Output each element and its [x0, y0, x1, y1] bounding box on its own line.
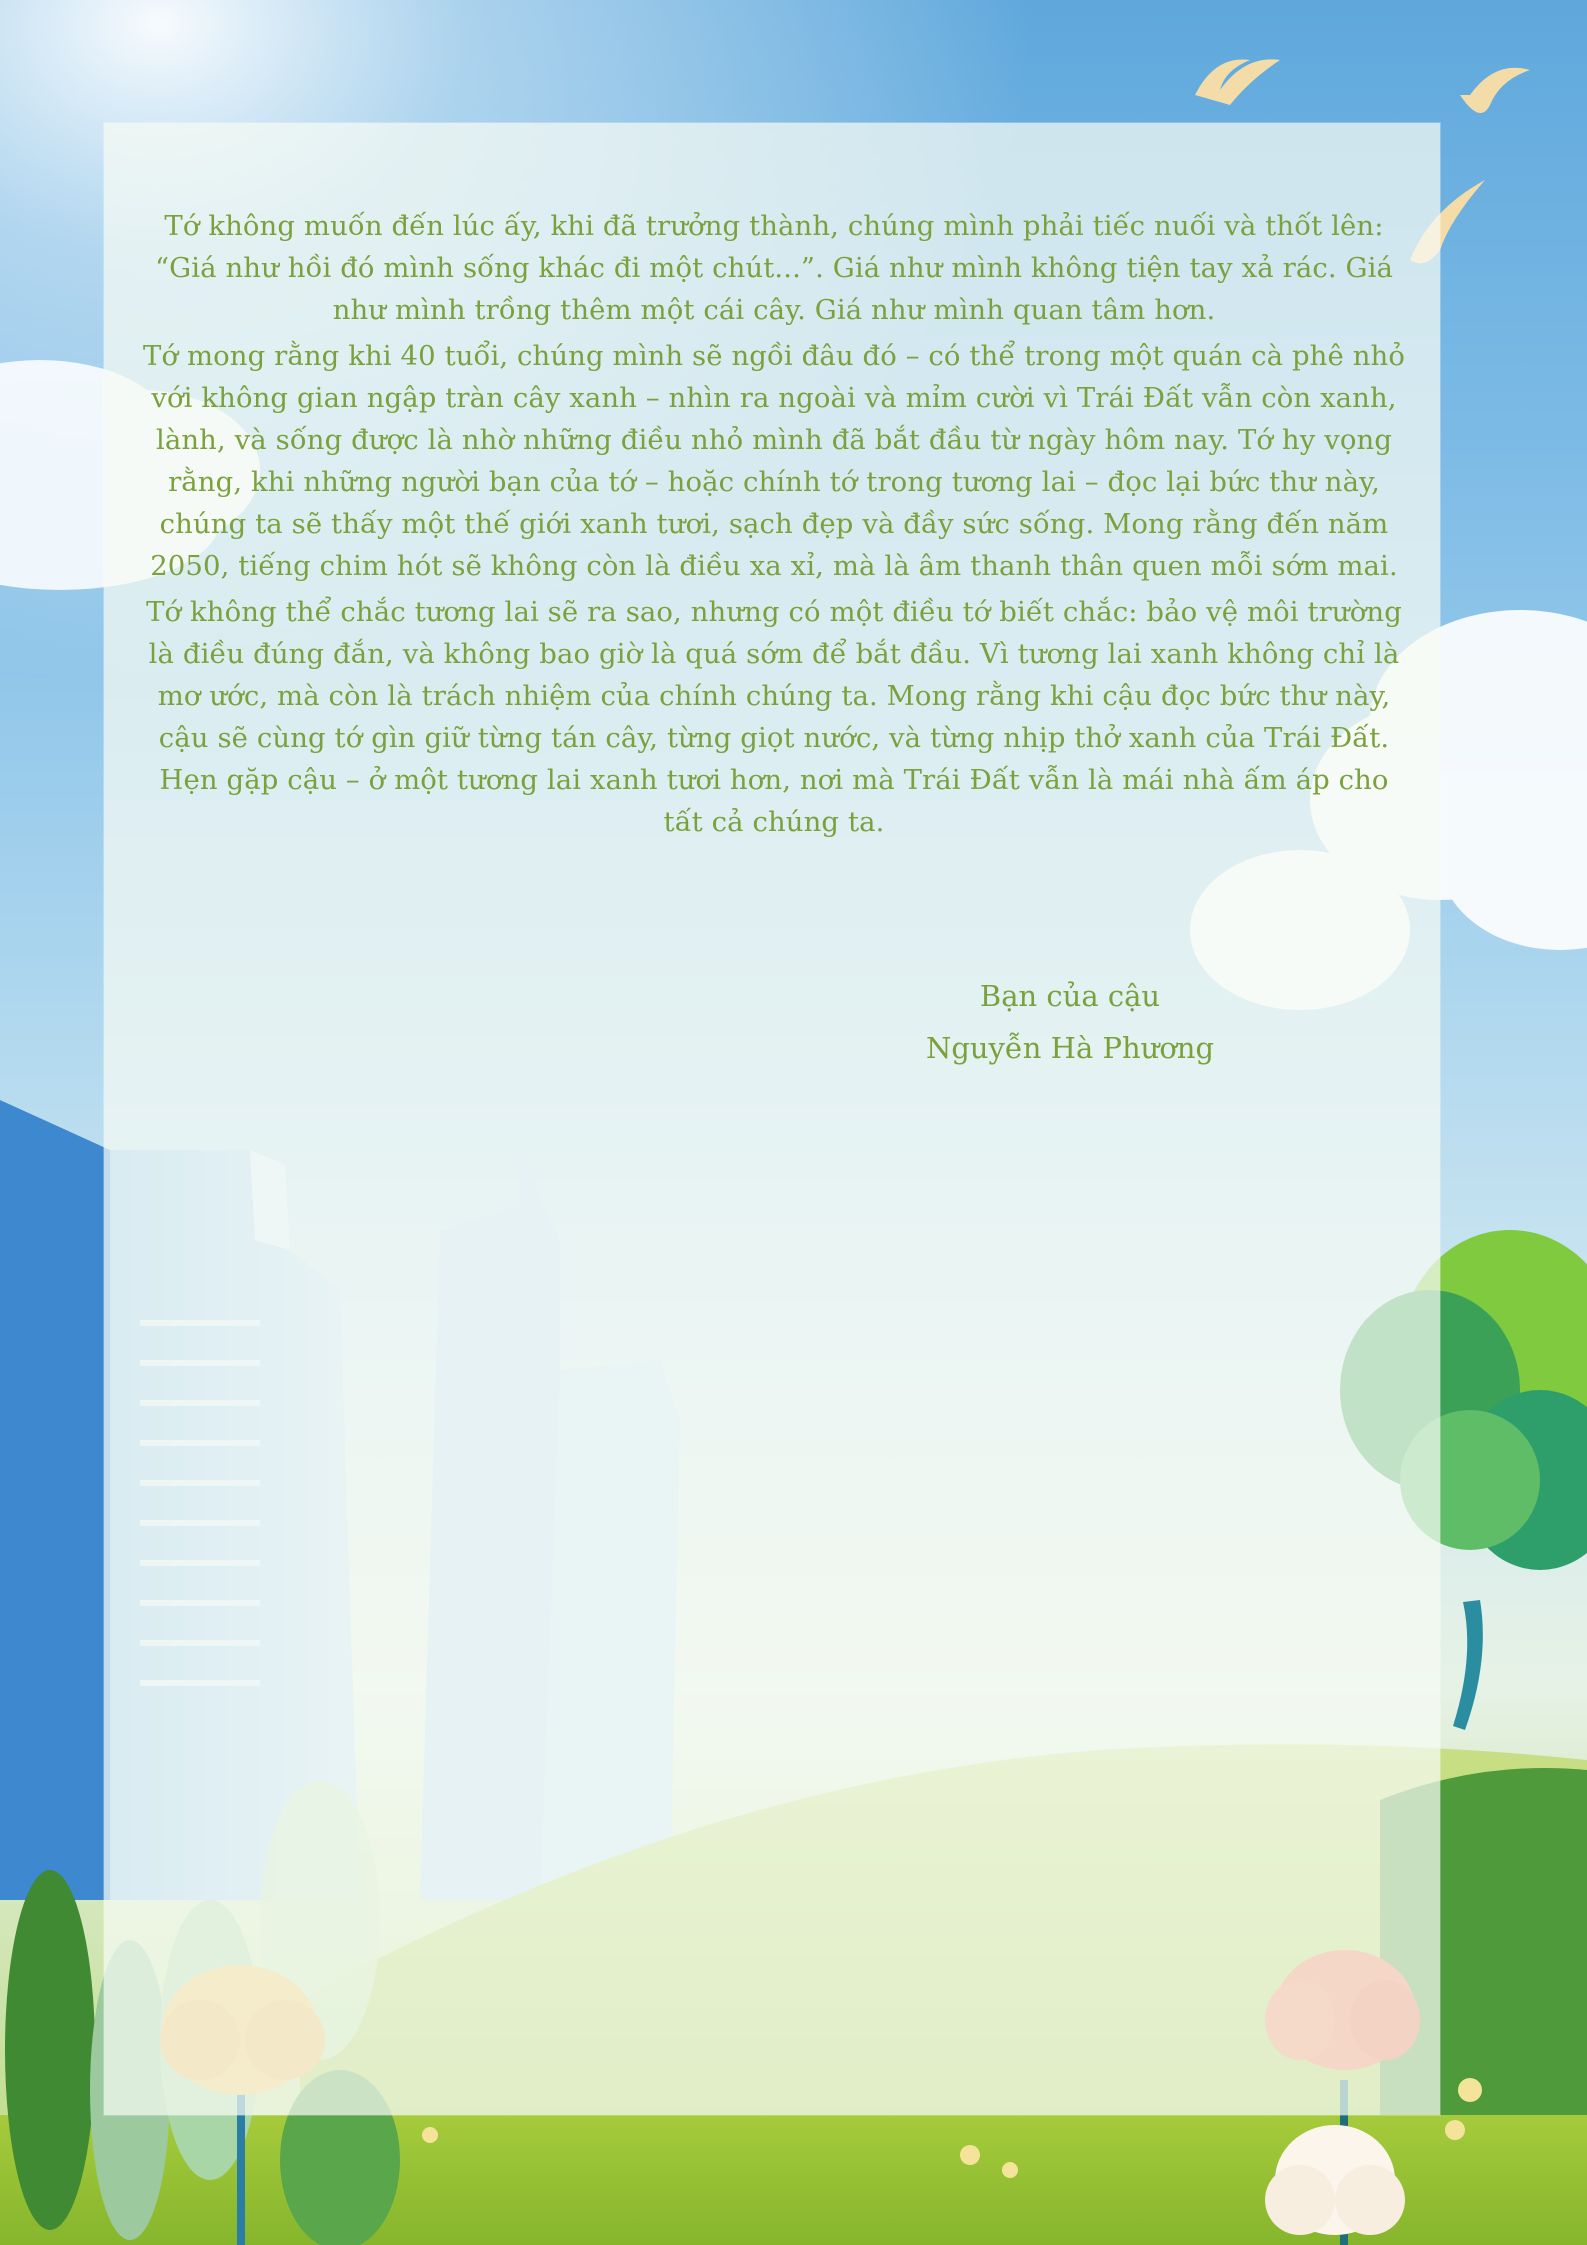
signature-block	[870, 970, 1270, 1074]
signature-name: Nguyễn Hà Phương	[925, 1031, 1215, 1065]
letter-paragraph-3: Tớ không thể chắc tương lai sẽ ra sao, nhưng có một điều tớ biết chắc: bảo vệ môi trường là điều đúng đắn, và không bao giờ là quá sớm để bắt đầu. Vì tương lai xanh không chỉ là mơ ước, mà còn là trách nhiệm của chính chúng ta. Mong rằng khi cậu đọc bức thư này, cậu sẽ cùng tớ gìn giữ từng tán cây, từng giọt nước, và từng nhịp thở xanh của Trái Đất. Hẹn gặp cậu – ở một tương lai xanh tươi hơn, nơi mà Trái Đất vẫn là mái nhà ấm áp cho tất cả chúng ta.	[146, 596, 1402, 838]
letter-paragraph-2: Tớ mong rằng khi 40 tuổi, chúng mình sẽ ngồi đâu đó – có thể trong một quán cà phê nhỏ với không gian ngập tràn cây xanh – nhìn ra ngoài và mỉm cười vì Trái Đất vẫn còn xanh, lành, và sống được là nhờ những điều nhỏ mình đã bắt đầu từ ngày hôm nay. Tớ hy vọng rằng, khi những người bạn của tớ – hoặc chính tớ trong tương lai – đọc lại bức thư này, chúng ta sẽ thấy một thế giới xanh tươi, sạch đẹp và đầy sức sống. Mong rằng đến năm 2050, tiếng chim hót sẽ không còn là điều xa xỉ, mà là âm thanh thân quen mỗi sớm mai.	[143, 340, 1405, 582]
closing-line: Bạn của cậu	[979, 979, 1161, 1013]
letter-body	[140, 205, 1408, 847]
letter-paragraph-1: Tớ không muốn đến lúc ấy, khi đã trưởng thành, chúng mình phải tiếc nuối và thốt lên: “Giá như hồi đó mình sống khác đi một chút...”. Giá như mình không tiện tay xả rác. Giá như mình trồng thêm một cái cây. Giá như mình quan tâm hơn.	[155, 210, 1393, 326]
